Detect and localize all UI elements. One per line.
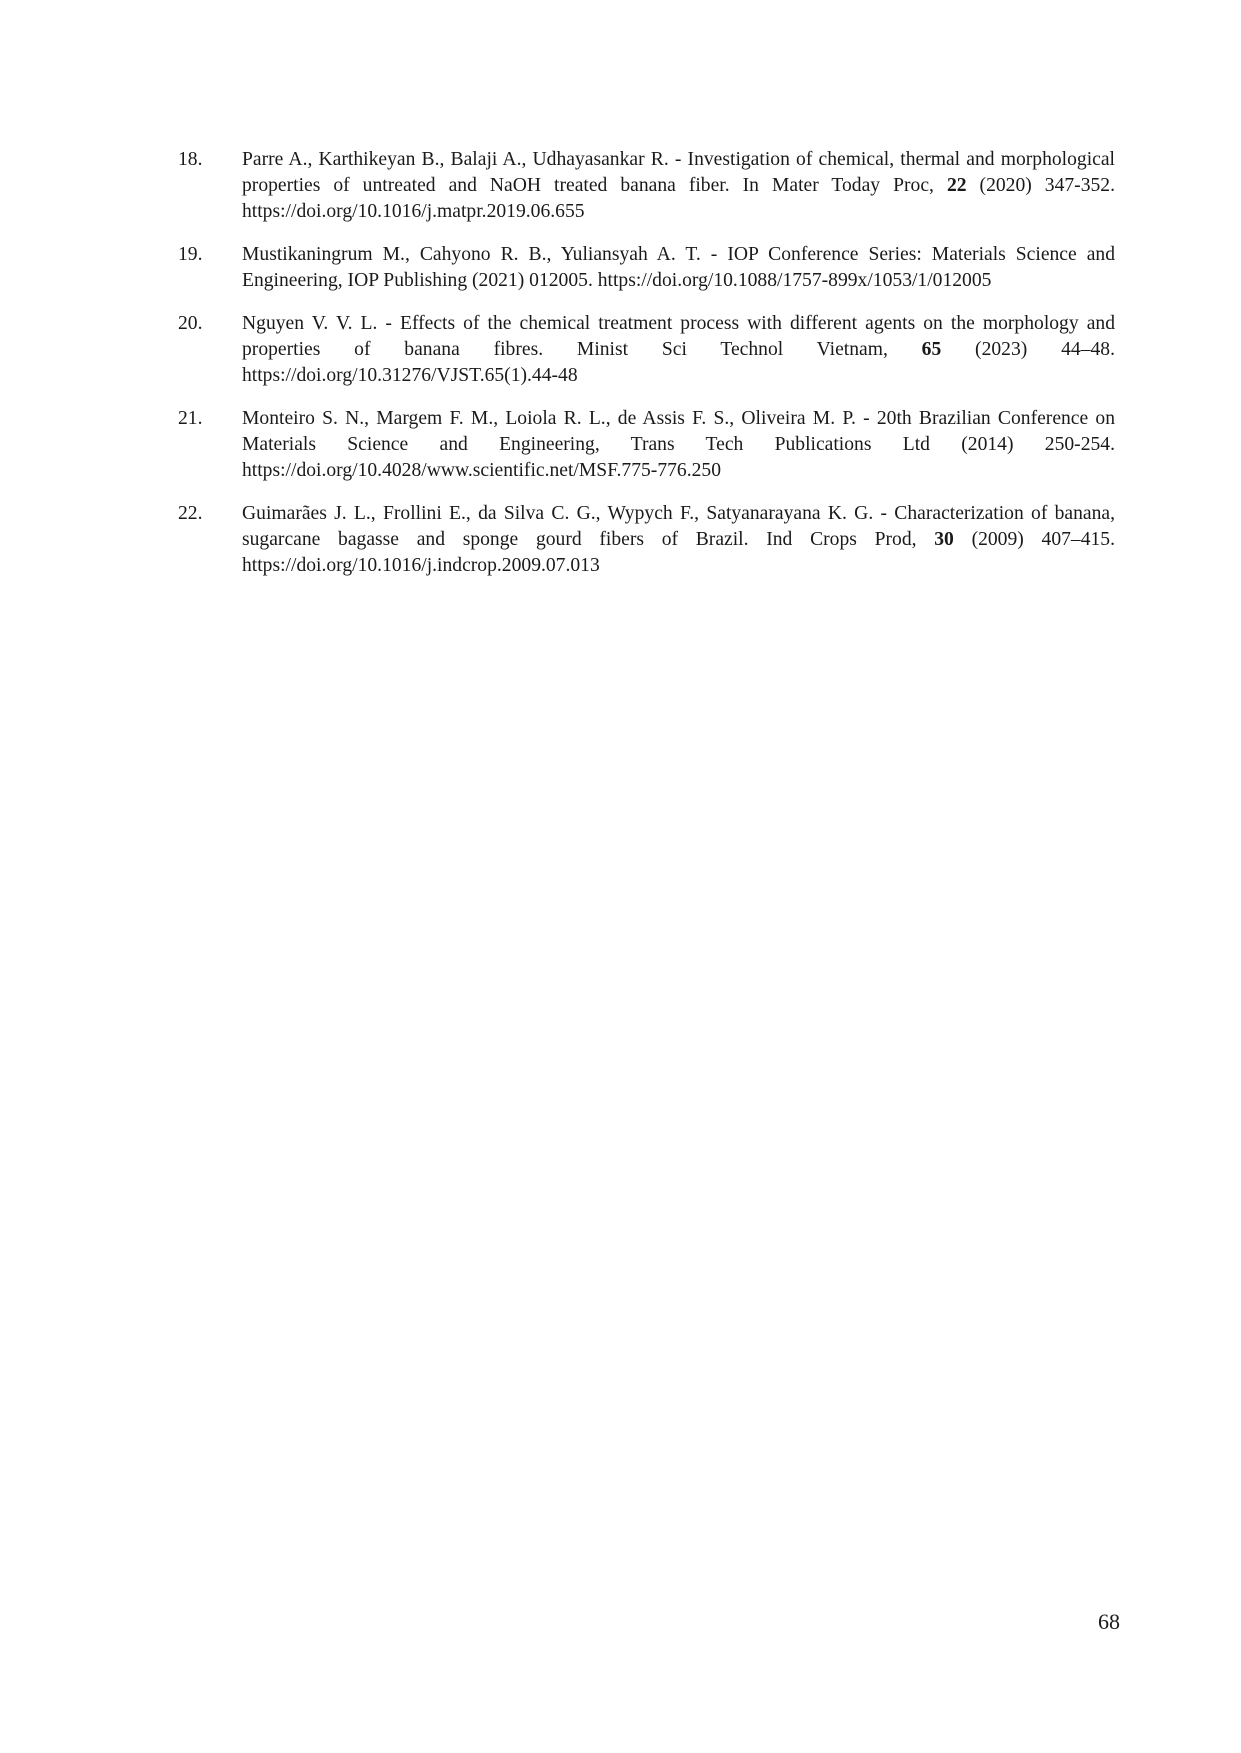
reference-item bbox=[178, 242, 1115, 294]
reference-citation-tail: (2020) 347-352. https://doi.org/10.1016/j.matpr.2019.06.655 bbox=[242, 175, 1115, 222]
reference-citation: Mustikaningrum M., Cahyono R. B., Yuliansyah A. T. - IOP Conference Series: Materials Science and Engineering, IOP Publishing (2021) 012005. https://doi.org/10.1088/1757-899x/1053/1/012005 bbox=[242, 244, 1115, 291]
reference-text bbox=[242, 244, 1115, 291]
reference-number: 21. bbox=[178, 408, 203, 429]
reference-number: 19. bbox=[178, 244, 203, 265]
page-number: 68 bbox=[1098, 1609, 1120, 1634]
reference-text bbox=[242, 408, 1115, 481]
reference-item bbox=[178, 147, 1115, 225]
reference-volume: 22 bbox=[946, 175, 967, 196]
reference-item bbox=[178, 406, 1115, 484]
reference-volume: 30 bbox=[934, 529, 954, 550]
reference-citation: Nguyen V. V. L. - Effects of the chemical treatment process with different agents on the morphology and properties of banana fibres. Minist Sci Technol Vietnam, bbox=[242, 313, 1115, 360]
reference-citation: Parre A., Karthikeyan B., Balaji A., Udhayasankar R. - Investigation of chemical, thermal and morphological properties of untreated and NaOH treated banana fiber. In Mater Today Proc, bbox=[242, 149, 1115, 196]
reference-text bbox=[242, 149, 1115, 222]
reference-volume: 65 bbox=[921, 339, 942, 360]
reference-item bbox=[178, 501, 1115, 579]
reference-item bbox=[178, 311, 1115, 389]
reference-citation-tail: (2009) 407–415. https://doi.org/10.1016/j.indcrop.2009.07.013 bbox=[242, 529, 1115, 576]
reference-citation-tail: (2023) 44–48. https://doi.org/10.31276/VJST.65(1).44-48 bbox=[242, 339, 1115, 386]
reference-text bbox=[242, 313, 1115, 386]
reference-citation: Monteiro S. N., Margem F. M., Loiola R. L., de Assis F. S., Oliveira M. P. - 20th Brazilian Conference on Materials Science and Engineering, Trans Tech Publications Ltd (2014) 250-254. https://doi.org/10.4028/www.scientific.net/MSF.775-776.250 bbox=[242, 408, 1115, 481]
reference-number: 18. bbox=[178, 149, 203, 170]
reference-number: 20. bbox=[178, 313, 203, 334]
reference-text bbox=[242, 503, 1115, 576]
reference-number: 22. bbox=[178, 503, 203, 524]
reference-list bbox=[178, 147, 1115, 596]
reference-citation: Guimarães J. L., Frollini E., da Silva C. G., Wypych F., Satyanarayana K. G. - Characterization of banana, sugarcane bagasse and sponge gourd fibers of Brazil. Ind Crops Prod, bbox=[242, 503, 1115, 550]
